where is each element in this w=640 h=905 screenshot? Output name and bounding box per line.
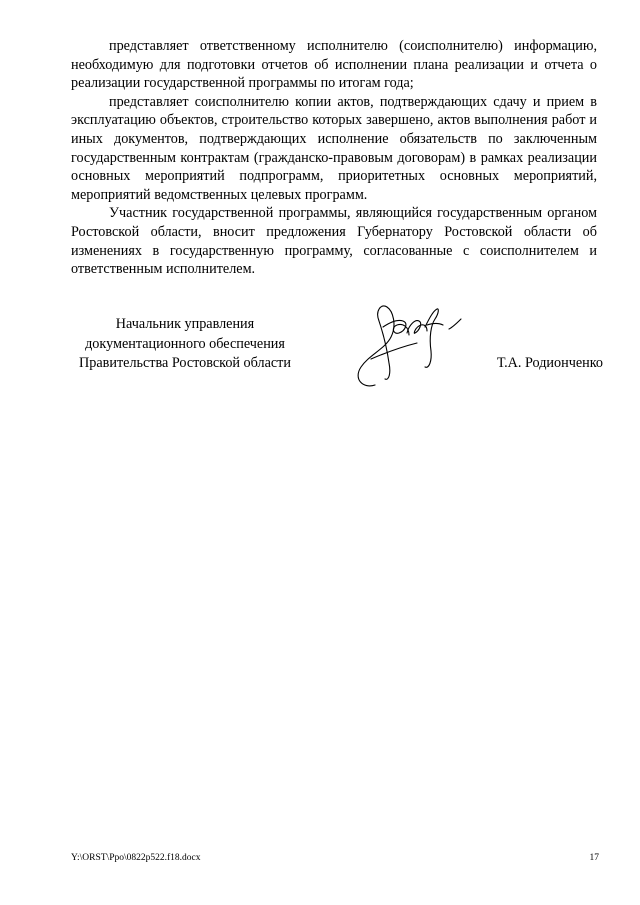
signer-position (60, 315, 310, 374)
position-line-3: Правительства Ростовской области (79, 355, 291, 371)
paragraph-participant-proposals: Участник государственной программы, являющийся государственным органом Ростовской области, вносит предложения Губернатору Ростовской области об изменениях в государственную программу, согласованные с соисполнителем и ответственным исполнителем. (71, 205, 597, 278)
signature-block (60, 315, 605, 395)
footer-file-path: Y:\ORST\Ppo\0822p522.f18.docx (71, 853, 201, 863)
handwritten-signature (345, 297, 465, 397)
position-line-2: документационного обеспечения (85, 335, 285, 352)
paragraph-info-provision: представляет ответственному исполнителю (соисполнителю) информацию, необходимую для подготовки отчетов об исполнении плана реализации и отчета о реализации государственной программы по итогам года; (71, 38, 597, 92)
document-body (71, 37, 597, 279)
position-line-1: Начальник управления (115, 316, 255, 332)
page-number: 17 (589, 853, 599, 863)
paragraph-acts-copies: представляет соисполнителю копии актов, подтверждающих сдачу и прием в эксплуатацию объектов, строительство которых завершено, актов выполнения работ и иных документов, подтверждающих исполнение обязательств по заключенным государственным контрактам (гражданско-правовым договорам) в рамках реализации основных мероприятий подпрограмм, приоритетных основных мероприятий, мероприятий ведомственных целевых программ. (71, 93, 597, 203)
signer-name: Т.А. Родионченко (496, 355, 603, 371)
